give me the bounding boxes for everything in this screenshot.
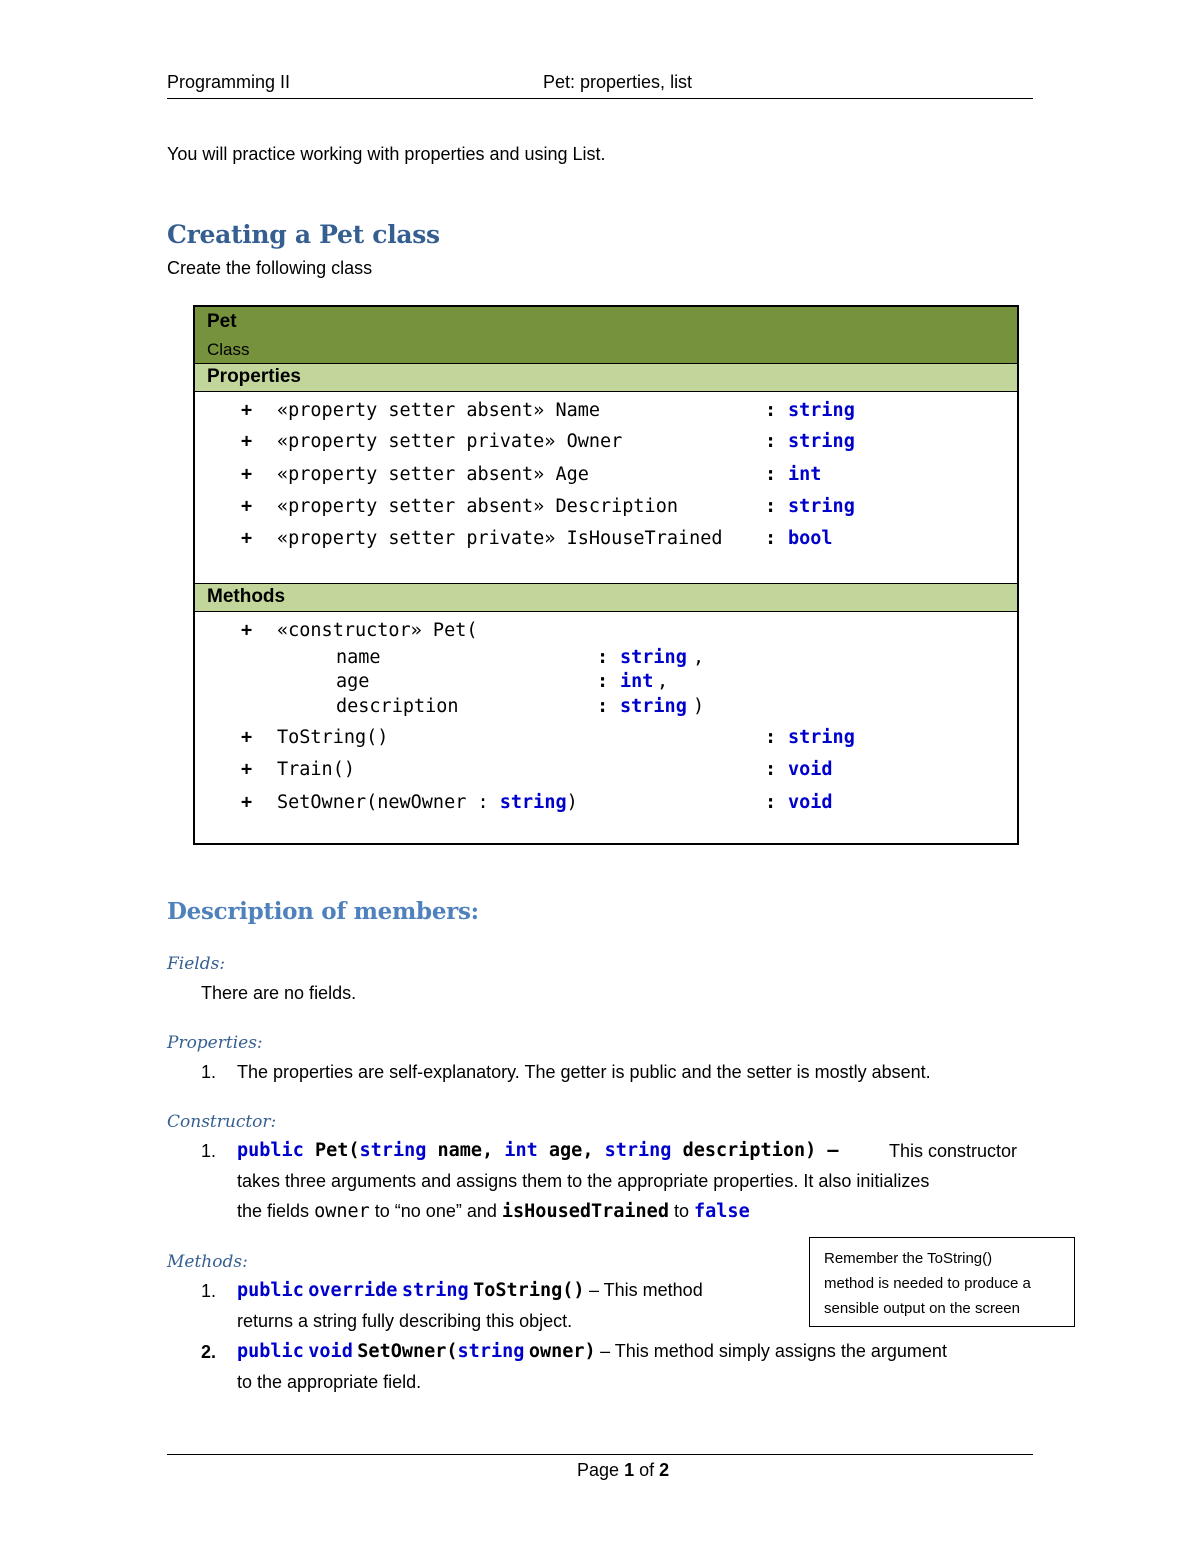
type-separator: : [597,671,609,692]
type-separator: : [765,431,777,452]
section-title-creating-pet: Creating a Pet class [167,220,440,249]
section-title-description: Description of members: [167,898,479,925]
plus-icon: + [241,431,253,452]
method-setowner-line [237,1341,947,1362]
keyword-string: string [359,1140,427,1161]
code-field: isHousedTrained [501,1201,669,1222]
method-return-type: void [788,792,833,813]
uml-properties-band [195,363,1017,392]
fields-heading: Fields: [167,954,226,974]
method-decl: ToString() [277,727,389,748]
list-number: 1. [201,1141,217,1161]
fields-text: There are no fields. [201,983,357,1003]
footer-rule [167,1454,1033,1455]
list-number: 2. [201,1342,217,1362]
param-type: int [620,671,654,692]
property-type: string [788,400,855,421]
property-decl: «property setter private» Owner [277,431,623,452]
method-desc: returns a string fully describing this object. [237,1311,573,1331]
plus-icon: + [241,620,253,641]
constructor-text-line3 [237,1201,750,1222]
keyword-public: public [237,1140,304,1161]
keyword-string: string [604,1140,672,1161]
type-separator: : [765,792,777,813]
method-decl-pre: SetOwner(newOwner : [277,792,500,813]
method-return-type: void [788,759,833,780]
param-name: description [336,696,459,717]
plus-icon: + [241,727,253,748]
method-desc: to the appropriate field. [237,1372,422,1392]
type-separator: : [765,727,777,748]
uml-methods-band [195,583,1017,612]
type-separator: : [765,496,777,517]
plus-icon: + [241,464,253,485]
keyword-override: override [308,1280,398,1301]
method-desc: – This method simply assigns the argument [600,1341,947,1361]
property-decl: «property setter absent» Name [277,400,601,421]
plus-icon: + [241,759,253,780]
param-type: string [499,792,567,813]
constructor-text: This constructor [889,1141,1018,1161]
note-line: sensible output on the screen [824,1300,1020,1317]
method-decl: Train() [277,759,355,780]
page-current: 1 [624,1460,635,1480]
property-type: int [788,464,822,485]
header-topic: Pet: properties, list [543,72,693,92]
plus-icon: + [241,792,253,813]
methods-heading: Methods: [167,1252,248,1272]
uml-class-header [195,307,1017,364]
section-subtitle: Create the following class [167,258,373,278]
property-type: string [788,496,855,517]
plus-icon: + [241,528,253,549]
keyword-void: void [308,1341,353,1362]
list-number: 1. [201,1062,217,1082]
sig-text: name, [437,1140,494,1161]
type-separator: : [765,528,777,549]
sig-text: Pet( [314,1140,360,1161]
type-separator: : [765,464,777,485]
constructor-heading: Constructor: [167,1112,277,1132]
param-tail: , [657,671,669,692]
header-rule [167,98,1033,99]
sig-text: SetOwner( [357,1341,458,1362]
property-type: bool [788,528,833,549]
param-name: age [336,671,370,692]
property-type: string [788,431,855,452]
keyword-string: string [457,1341,525,1362]
text: the fields [237,1201,310,1221]
keyword-public: public [237,1280,304,1301]
constructor-signature [237,1140,839,1161]
method-decl [277,792,578,813]
uml-class-box [193,305,1019,845]
type-separator: : [597,696,609,717]
sig-text: age, [548,1140,594,1161]
properties-heading: Properties: [167,1033,263,1053]
param-tail: ) [693,696,705,717]
constructor-decl: «constructor» Pet( [277,620,478,641]
plus-icon: + [241,496,253,517]
property-decl: «property setter absent» Age [277,464,589,485]
page-of: of [639,1460,655,1480]
properties-text: The properties are self-explanatory. The getter is public and the setter is mostly absent. [237,1062,931,1082]
sig-text: description) – [682,1140,839,1161]
header-course-title: Programming II [167,72,291,92]
keyword-false: false [694,1201,750,1222]
intro-text: You will practice working with properties and using List. [167,144,606,164]
code-owner: owner [314,1201,370,1222]
param-type: string [620,696,687,717]
text: to [673,1201,689,1221]
plus-icon: + [241,400,253,421]
method-desc: – This method [588,1280,703,1300]
type-separator: : [765,759,777,780]
note-line: Remember the ToString() [824,1250,993,1267]
page-label: Page [577,1460,620,1480]
page-number [577,1460,669,1481]
uml-properties-label: Properties [207,366,301,387]
type-separator: : [597,647,609,668]
page-total: 2 [659,1460,670,1480]
uml-class-name: Pet [207,311,237,332]
keyword-public: public [237,1341,304,1362]
property-decl: «property setter absent» Description [277,496,678,517]
type-separator: : [765,400,777,421]
method-return-type: string [788,727,855,748]
uml-class-stereotype: Class [207,340,250,359]
param-tail: , [693,647,705,668]
method-tostring-line [237,1280,703,1301]
property-decl: «property setter private» IsHouseTrained [277,528,723,549]
uml-methods-label: Methods [207,586,286,607]
keyword-string: string [401,1280,469,1301]
note-callout [809,1237,1075,1327]
text: to “no one” and [374,1201,497,1221]
sig-text: owner) [528,1341,596,1362]
note-line: method is needed to produce a [824,1275,1031,1292]
param-type: string [620,647,687,668]
list-number: 1. [201,1281,217,1301]
constructor-text: takes three arguments and assigns them to the appropriate properties. It also initializes [237,1171,930,1191]
param-name: name [336,647,381,668]
sig-text: ToString() [473,1280,585,1301]
method-decl-post: ) [566,792,578,813]
keyword-int: int [504,1140,538,1161]
